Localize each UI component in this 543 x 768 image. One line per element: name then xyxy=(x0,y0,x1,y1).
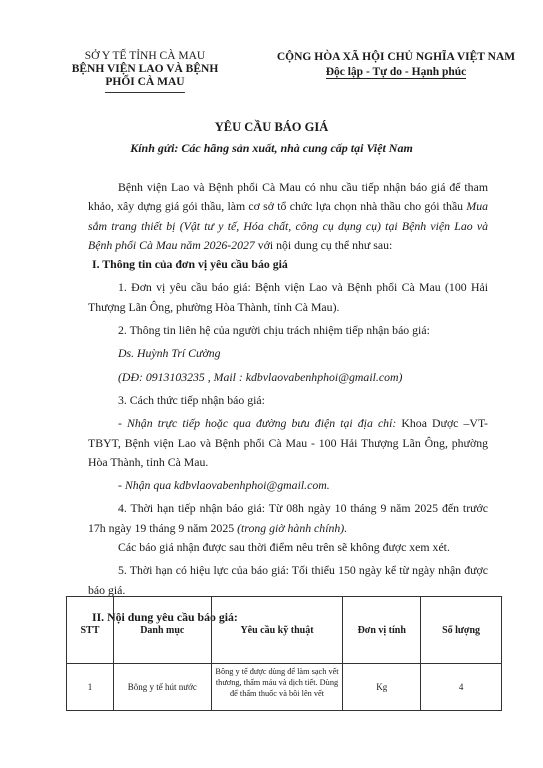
cell-unit: Kg xyxy=(343,664,421,711)
receipt-address: Khoa Dược –VT-TBYT, Bệnh viện Lao và Bệnh phổi Cà Mau - 100 Hải Thượng Lãn Ông, phường Hòa Thành, tỉnh Cà Mau. xyxy=(88,416,488,469)
hospital-name-line1: BỆNH VIỆN LAO VÀ BỆNH xyxy=(71,63,219,75)
cell-requirement: Bông y tế được dùng để làm sạch vết thương, thấm máu và dịch tiết. Dùng để thấm thuốc và bôi lên vết xyxy=(211,664,343,711)
deadline-note: Các báo giá nhận được sau thời điểm nêu trên sẽ không được xem xét. xyxy=(118,540,450,555)
table-header-row xyxy=(67,597,502,664)
intro-text-end: với nội dung cụ thể như sau: xyxy=(254,237,393,252)
intro-text: Bệnh viện Lao và Bệnh phổi Cà Mau có nhu cầu tiếp nhận báo giá để tham khảo, xây dựng giá gói thầu, làm cơ sở tổ chức lựa chọn nhà thầu cho gói thầu xyxy=(88,180,488,214)
section2-heading: II. Nội dung yêu cầu báo giá: xyxy=(92,609,238,624)
receipt-method-heading: 3. Cách thức tiếp nhận báo giá: xyxy=(118,392,265,407)
motto-text: Độc lập - Tự do - Hạnh phúc xyxy=(325,66,467,78)
deadline xyxy=(88,499,488,538)
header-stt: STT xyxy=(67,597,114,664)
requesting-unit: 1. Đơn vị yêu cầu báo giá: Bệnh viện Lao và Bệnh phổi Cà Mau (100 Hải Thượng Lãn Ông, phường Hòa Thành, tỉnh Cà Mau). xyxy=(88,280,488,314)
header-right xyxy=(262,50,530,80)
intro-paragraph xyxy=(88,178,488,255)
deadline-text: 4. Thời hạn tiếp nhận báo giá: Từ 08h ngày 10 tháng 9 năm 2025 đến trước 17h ngày 19 tháng 9 năm 2025 xyxy=(88,501,488,535)
hospital-name-line2: PHỔI CÀ MAU xyxy=(105,76,185,88)
cell-quantity: 4 xyxy=(421,664,502,711)
cell-stt: 1 xyxy=(67,664,114,711)
section1-heading: I. Thông tin của đơn vị yêu cầu báo giá xyxy=(92,257,288,272)
motto xyxy=(262,65,530,80)
header-unit: Đơn vị tính xyxy=(343,597,421,664)
header-item: Danh mục xyxy=(113,597,211,664)
table-row xyxy=(67,664,502,711)
header-left-rule xyxy=(105,92,185,93)
recipient-line: Kính gửi: Các hãng sản xuất, nhà cung cấp tại Việt Nam xyxy=(130,141,413,155)
receipt-direct xyxy=(88,414,488,472)
quote-table xyxy=(66,596,502,711)
package-name: Mua sắm trang thiết bị (Vật tư y tế, Hóa chất, công cụ dụng cụ) tại Bệnh viện Lao và Bệnh phổi Cà Mau năm 2026-2027 xyxy=(88,199,488,252)
country-name: CỘNG HÒA XÃ HỘI CHỦ NGHĨA VIỆT NAM xyxy=(276,51,516,63)
document-body xyxy=(88,178,488,627)
contact-name: Ds. Huỳnh Trí Cường xyxy=(118,346,221,361)
cell-item: Bông y tế hút nước xyxy=(113,664,211,711)
deadline-hours: (trong giờ hành chính). xyxy=(237,520,348,535)
validity: 5. Thời hạn có hiệu lực của báo giá: Tối thiểu 150 ngày kể từ ngày nhận được báo giá. xyxy=(88,563,488,597)
document-title: YÊU CẦU BÁO GIÁ xyxy=(214,120,329,134)
contact-info: (DĐ: 0913103235 , Mail : kdbvlaovabenhphoi@gmail.com) xyxy=(118,369,403,384)
receipt-email: - Nhận qua kdbvlaovabenhphoi@gmail.com. xyxy=(118,478,330,493)
receipt-direct-label: - Nhận trực tiếp hoặc qua đường bưu điện tại địa chỉ: xyxy=(118,416,397,431)
department-name: SỞ Y TẾ TỈNH CÀ MAU xyxy=(84,50,206,62)
contact-heading: 2. Thông tin liên hệ của người chịu trách nhiệm tiếp nhận báo giá: xyxy=(118,323,430,338)
header-requirement: Yêu cầu kỹ thuật xyxy=(211,597,343,664)
header-left xyxy=(60,50,230,93)
header-quantity: Số lượng xyxy=(421,597,502,664)
